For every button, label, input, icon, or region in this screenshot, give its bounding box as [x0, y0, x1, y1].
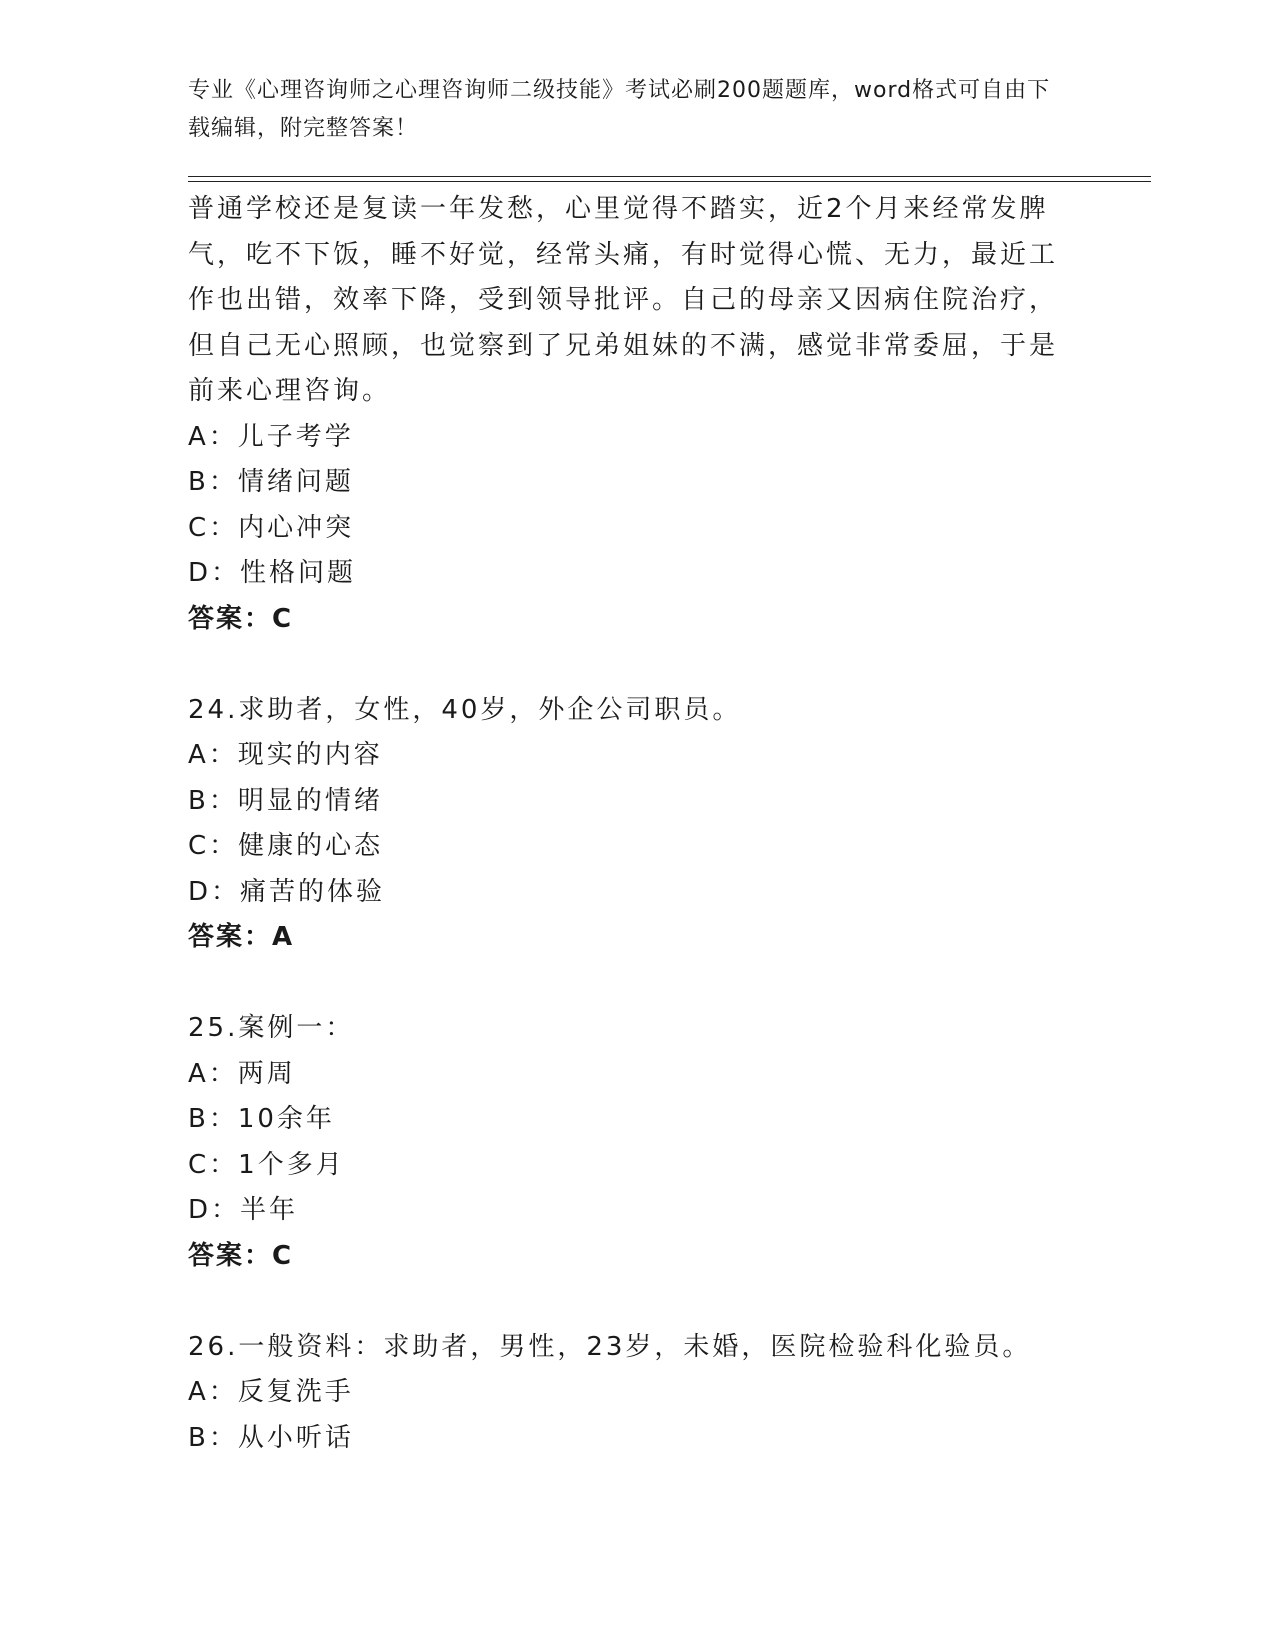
- answer-line: 答案：C: [188, 603, 294, 634]
- question-stem: 25.案例一：: [188, 1013, 355, 1043]
- question-gap: [188, 1279, 1068, 1325]
- header-divider-bottom: [188, 181, 1151, 182]
- document-title: 专业《心理咨询师之心理咨询师二级技能》考试必刷200题题库，word格式可自由下载编辑，附完整答案！: [188, 78, 1051, 141]
- answer-line: 答案：C: [188, 1240, 294, 1271]
- option-a: A：儿子考学: [188, 421, 354, 452]
- option-c: C：内心冲突: [188, 512, 355, 543]
- answer-line: 答案：A: [188, 922, 295, 952]
- header-divider-top: [188, 176, 1151, 177]
- option-a: A：现实的内容: [188, 740, 383, 770]
- option-d: D：半年: [188, 1195, 299, 1225]
- question-gap: [188, 642, 1068, 688]
- option-d: D：痛苦的体验: [188, 876, 386, 907]
- option-a: A：反复洗手: [188, 1377, 354, 1407]
- question-stem: 26.一般资料：求助者，男性，23岁，未婚，医院检验科化验员。: [188, 1331, 1032, 1362]
- question-item: [188, 1325, 1068, 1462]
- question-continued: [188, 187, 1068, 642]
- option-b: B：明显的情绪: [188, 785, 383, 816]
- question-item: [188, 1006, 1068, 1279]
- question-gap: [188, 961, 1068, 1007]
- option-a: A：两周: [188, 1058, 296, 1089]
- option-c: C：1个多月: [188, 1149, 345, 1180]
- question-stem-continued: 普通学校还是复读一年发愁，心里觉得不踏实，近2个月来经常发脾气，吃不下饭，睡不好觉，经常头痛，有时觉得心慌、无力，最近工作也出错，效率下降，受到领导批评。自己的母亲又因病住院治疗，但自己无心照顾，也觉察到了兄弟姐妹的不满，感觉非常委屈，于是前来心理咨询。: [188, 194, 1059, 406]
- option-b: B：10余年: [188, 1104, 335, 1134]
- option-b: B：情绪问题: [188, 467, 354, 497]
- document-header: [188, 72, 1068, 148]
- question-list: [188, 187, 1068, 1461]
- option-c: C：健康的心态: [188, 831, 384, 861]
- question-item: [188, 688, 1068, 961]
- option-b: B：从小听话: [188, 1422, 354, 1453]
- question-stem: 24.求助者，女性，40岁，外企公司职员。: [188, 694, 742, 725]
- option-d: D：性格问题: [188, 558, 357, 588]
